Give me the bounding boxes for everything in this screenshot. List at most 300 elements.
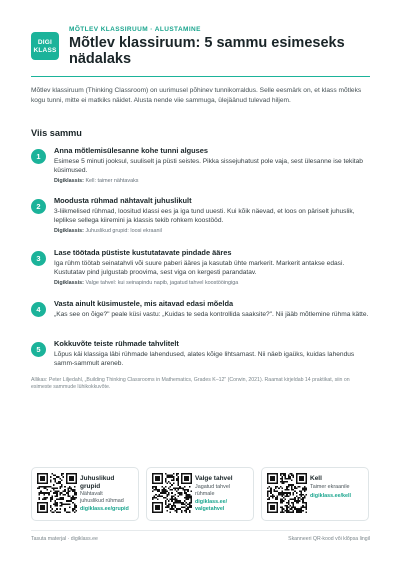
qr-module [50, 479, 52, 481]
qr-module [299, 486, 301, 488]
qr-module [281, 499, 283, 501]
qr-module [56, 494, 58, 496]
card-desc-line-1: Nähtavalt [80, 491, 103, 497]
qr-module [293, 494, 295, 496]
qr-module [289, 511, 291, 513]
qr-module [170, 475, 172, 477]
qr-module [56, 499, 58, 501]
qr-module [162, 489, 164, 491]
qr-module [297, 510, 299, 512]
qr-module [165, 489, 167, 491]
qr-module [48, 494, 50, 496]
qr-module [43, 492, 45, 494]
qr-module [42, 492, 44, 494]
qr-module [280, 507, 282, 509]
qr-module [168, 481, 170, 483]
step-digiklass-note [54, 279, 371, 287]
qr-module [281, 495, 283, 497]
step-body [54, 146, 371, 185]
qr-module [174, 505, 176, 507]
qr-module [157, 495, 159, 497]
qr-module [289, 492, 291, 494]
qr-module [285, 481, 287, 483]
qr-module [165, 507, 167, 509]
qr-finder-inner [69, 476, 74, 481]
card-desc-line-1: Jagatud tahvel [195, 484, 231, 490]
qr-module [178, 502, 180, 504]
qr-module [63, 499, 65, 501]
qr-module [304, 491, 306, 493]
qr-module [58, 476, 60, 478]
qr-module [280, 492, 282, 494]
qr-module [299, 491, 301, 493]
qr-module [170, 489, 172, 491]
qr-module [187, 491, 189, 493]
qr-module [173, 478, 175, 480]
qr-finder-inner [184, 476, 189, 481]
step-number-badge: 3 [31, 251, 46, 266]
qr-module [186, 494, 188, 496]
qr-module [40, 492, 42, 494]
qr-module [286, 502, 288, 504]
qr-module [289, 473, 291, 475]
qr-module [178, 481, 180, 483]
qr-module [182, 507, 184, 509]
qr-module [302, 489, 304, 491]
qr-module [55, 487, 57, 489]
qr-module [178, 478, 180, 480]
qr-module [294, 508, 296, 510]
link-card-kell[interactable] [261, 467, 369, 521]
qr-module [176, 508, 178, 510]
qr-module [48, 492, 50, 494]
qr-module [166, 475, 168, 477]
qr-module [64, 508, 66, 510]
qr-module [285, 475, 287, 477]
qr-module [69, 500, 71, 502]
qr-module [173, 476, 175, 478]
qr-module [74, 503, 76, 505]
qr-module [63, 497, 65, 499]
card-title [195, 475, 233, 483]
qr-module [67, 491, 69, 493]
qr-module [281, 491, 283, 493]
qr-module [152, 487, 154, 489]
qr-code-icon[interactable] [267, 473, 307, 513]
qr-module [270, 492, 272, 494]
qr-module [190, 497, 192, 499]
qr-module [288, 489, 290, 491]
qr-module [168, 500, 170, 502]
qr-module [190, 491, 192, 493]
qr-module [165, 492, 167, 494]
qr-module [51, 487, 53, 489]
qr-module [301, 499, 303, 501]
qr-module [178, 484, 180, 486]
qr-module [61, 492, 63, 494]
qr-module [63, 503, 65, 505]
qr-module [176, 502, 178, 504]
step-text: Iga rühm töötab seinatahvli või suure paberi ääres ja kasutab ühte markerit. Markerit antakse edasi. Kustutatav pind julgustab proovima, sest viga on kergesti parandatav. [54, 260, 345, 277]
qr-module [283, 483, 285, 485]
qr-module [53, 492, 55, 494]
qr-module [305, 507, 307, 509]
qr-module [270, 491, 272, 493]
qr-module [269, 497, 271, 499]
card-link[interactable] [310, 493, 351, 500]
qr-module [272, 495, 274, 497]
qr-module [297, 499, 299, 501]
qr-module [184, 503, 186, 505]
footer-left: Tasuta materjal · digiklass.ee [31, 536, 98, 542]
qr-module [272, 497, 274, 499]
qr-module [155, 489, 157, 491]
step-digiklass-note [54, 177, 371, 185]
qr-module [47, 492, 49, 494]
qr-module [285, 505, 287, 507]
qr-module [165, 479, 167, 481]
qr-module [168, 503, 170, 505]
qr-module [280, 499, 282, 501]
qr-module [59, 483, 61, 485]
qr-module [293, 489, 295, 491]
qr-module [173, 495, 175, 497]
qr-module [181, 511, 183, 513]
card-url-line-2[interactable]: valgetahvel [195, 505, 225, 512]
footer-divider [31, 530, 370, 531]
qr-module [158, 491, 160, 493]
qr-module [305, 489, 307, 491]
qr-module [163, 492, 165, 494]
step-title: Lase töötada püstiste kustutatavate pindade ääres [54, 248, 232, 257]
qr-module [189, 497, 191, 499]
step-title: Vasta ainult küsimustele, mis aitavad edasi mõelda [54, 299, 234, 308]
qr-module [37, 487, 39, 489]
qr-module [286, 505, 288, 507]
qr-module [189, 507, 191, 509]
qr-module [173, 502, 175, 504]
qr-module [293, 484, 295, 486]
qr-module [291, 507, 293, 509]
card-url-line-1[interactable]: digiklass.ee/ [195, 499, 228, 505]
qr-module [152, 497, 154, 499]
qr-module [67, 495, 69, 497]
qr-module [283, 508, 285, 510]
qr-module [50, 499, 52, 501]
qr-module [305, 487, 307, 489]
qr-module [179, 492, 181, 494]
qr-module [71, 487, 73, 489]
qr-module [286, 489, 288, 491]
qr-module [53, 484, 55, 486]
qr-module [294, 491, 296, 493]
qr-module [171, 492, 173, 494]
qr-module [187, 503, 189, 505]
qr-module [283, 481, 285, 483]
step-number-badge: 5 [31, 342, 46, 357]
qr-module [281, 479, 283, 481]
qr-module [285, 489, 287, 491]
qr-module [296, 502, 298, 504]
qr-module [286, 486, 288, 488]
qr-module [42, 486, 44, 488]
qr-module [55, 505, 57, 507]
qr-module [269, 491, 271, 493]
qr-module [64, 486, 66, 488]
qr-module [304, 507, 306, 509]
qr-module [69, 491, 71, 493]
qr-module [72, 489, 74, 491]
qr-module [275, 497, 277, 499]
qr-module [289, 476, 291, 478]
qr-module [152, 486, 154, 488]
qr-module [59, 492, 61, 494]
header-divider [31, 76, 370, 77]
qr-code-icon[interactable] [37, 473, 77, 513]
qr-module [280, 500, 282, 502]
qr-module [67, 489, 69, 491]
qr-module [277, 486, 279, 488]
card-title [80, 475, 114, 490]
card-desc-line-1: Taimer ekraanile [310, 484, 350, 490]
qr-module [163, 487, 165, 489]
qr-module [178, 492, 180, 494]
qr-module [190, 507, 192, 509]
qr-module [299, 511, 301, 513]
qr-module [173, 479, 175, 481]
qr-module [301, 507, 303, 509]
qr-module [165, 500, 167, 502]
qr-module [280, 502, 282, 504]
step-title: Anna mõtlemisülesanne kohe tunni alguses [54, 146, 209, 155]
qr-module [179, 502, 181, 504]
qr-module [154, 486, 156, 488]
qr-module [59, 486, 61, 488]
qr-module [286, 481, 288, 483]
digiklass-text: Juhuslikud grupid: loosi ekraanil [83, 227, 162, 234]
qr-module [288, 476, 290, 478]
qr-module [176, 473, 178, 475]
qr-module [157, 491, 159, 493]
qr-module [154, 489, 156, 491]
qr-module [293, 510, 295, 512]
qr-module [55, 503, 57, 505]
qr-module [291, 499, 293, 501]
qr-module [277, 497, 279, 499]
qr-module [296, 510, 298, 512]
qr-module [281, 507, 283, 509]
qr-module [171, 497, 173, 499]
qr-module [289, 478, 291, 480]
step-number-badge: 2 [31, 199, 46, 214]
step-text: 3-liikmelised rühmad, loositud klassi ees ja iga tund uuesti. Kui kõik näevad, et loos on päriselt juhuslik, leplikse sellega kiiremini ja klassis tekib rohkem koostööd. [54, 208, 355, 225]
qr-module [184, 486, 186, 488]
qr-module [168, 494, 170, 496]
qr-module [174, 497, 176, 499]
qr-module [297, 502, 299, 504]
qr-module [69, 495, 71, 497]
qr-module [288, 492, 290, 494]
qr-module [162, 492, 164, 494]
qr-module [184, 491, 186, 493]
qr-module [173, 483, 175, 485]
qr-module [294, 500, 296, 502]
qr-module [63, 491, 65, 493]
qr-module [59, 497, 61, 499]
section-title: Viis sammu [31, 128, 82, 138]
qr-module [182, 487, 184, 489]
qr-module [286, 507, 288, 509]
qr-module [58, 481, 60, 483]
card-link[interactable] [80, 506, 129, 513]
qr-module [293, 502, 295, 504]
qr-module [296, 495, 298, 497]
card-link[interactable] [195, 499, 227, 512]
qr-module [155, 487, 157, 489]
card-description [80, 491, 124, 504]
qr-module [305, 505, 307, 507]
qr-module [39, 494, 41, 496]
qr-module [50, 476, 52, 478]
qr-module [157, 489, 159, 491]
qr-module [64, 489, 66, 491]
qr-module [288, 507, 290, 509]
digiklass-label: Digiklassis: [54, 177, 84, 184]
card-desc-line-2: rühmale [195, 490, 215, 497]
qr-module [293, 475, 295, 477]
link-card-grupid[interactable] [31, 467, 139, 521]
qr-module [67, 492, 69, 494]
qr-module [294, 487, 296, 489]
qr-module [67, 503, 69, 505]
qr-module [165, 481, 167, 483]
qr-module [51, 497, 53, 499]
qr-module [74, 489, 76, 491]
qr-module [281, 492, 283, 494]
qr-module [75, 492, 77, 494]
qr-module [189, 486, 191, 488]
qr-module [181, 510, 183, 512]
qr-module [74, 497, 76, 499]
qr-module [61, 484, 63, 486]
qr-module [174, 507, 176, 509]
qr-module [270, 489, 272, 491]
qr-module [74, 511, 76, 513]
qr-module [75, 494, 77, 496]
qr-module [43, 499, 45, 501]
qr-module [277, 491, 279, 493]
qr-module [291, 489, 293, 491]
qr-module [270, 487, 272, 489]
qr-module [178, 476, 180, 478]
qr-module [280, 481, 282, 483]
card-url-line-1[interactable]: digiklass.ee/kell [310, 493, 352, 499]
qr-module [158, 494, 160, 496]
qr-module [56, 503, 58, 505]
qr-module [59, 502, 61, 504]
page-title: Mõtlev klassiruum: 5 sammu esimeseks nädalaks [69, 35, 345, 67]
qr-module [50, 486, 52, 488]
qr-module [189, 511, 191, 513]
qr-module [291, 484, 293, 486]
step-text: Lõpus käi klassiga läbi rühmade lahendused, alates kõige lihtsamast. Nii näeb igaüks, kuidas lahendus samm-sammult areneb. [54, 351, 355, 368]
qr-finder-inner [155, 505, 160, 510]
qr-module [281, 487, 283, 489]
qr-module [163, 497, 165, 499]
qr-module [281, 476, 283, 478]
qr-module [297, 500, 299, 502]
qr-module [74, 492, 76, 494]
qr-module [184, 492, 186, 494]
qr-module [56, 495, 58, 497]
qr-code-icon[interactable] [152, 473, 192, 513]
qr-module [283, 473, 285, 475]
qr-module [176, 491, 178, 493]
qr-module [50, 507, 52, 509]
qr-module [273, 489, 275, 491]
qr-module [170, 476, 172, 478]
qr-module [43, 497, 45, 499]
qr-module [278, 492, 280, 494]
qr-module [152, 499, 154, 501]
qr-module [53, 487, 55, 489]
qr-module [285, 495, 287, 497]
qr-module [162, 491, 164, 493]
qr-module [165, 502, 167, 504]
qr-module [166, 476, 168, 478]
qr-module [186, 489, 188, 491]
qr-module [187, 489, 189, 491]
qr-module [304, 497, 306, 499]
qr-module [67, 494, 69, 496]
qr-module [50, 491, 52, 493]
qr-module [289, 494, 291, 496]
qr-module [171, 508, 173, 510]
qr-module [174, 499, 176, 501]
qr-module [157, 499, 159, 501]
qr-module [278, 494, 280, 496]
qr-module [160, 495, 162, 497]
qr-module [189, 494, 191, 496]
card-description [195, 484, 230, 497]
card-desc-line-2: juhuslikud rühmad [80, 497, 124, 504]
qr-module [304, 502, 306, 504]
card-url-line-1[interactable]: digiklass.ee/grupid [80, 506, 129, 512]
qr-module [168, 505, 170, 507]
qr-module [163, 491, 165, 493]
qr-module [170, 499, 172, 501]
qr-module [166, 499, 168, 501]
qr-module [64, 510, 66, 512]
qr-module [74, 505, 76, 507]
qr-module [283, 497, 285, 499]
qr-module [160, 492, 162, 494]
qr-finder-inner [155, 476, 160, 481]
qr-module [39, 499, 41, 501]
qr-module [302, 505, 304, 507]
qr-module [285, 499, 287, 501]
qr-module [178, 489, 180, 491]
qr-module [55, 475, 57, 477]
qr-module [288, 484, 290, 486]
link-card-valgetahvel[interactable] [146, 467, 254, 521]
qr-module [50, 505, 52, 507]
step-title: Moodusta rühmad nähtavalt juhuslikult [54, 196, 192, 205]
qr-module [55, 495, 57, 497]
qr-module [155, 486, 157, 488]
qr-module [171, 500, 173, 502]
qr-module [186, 495, 188, 497]
